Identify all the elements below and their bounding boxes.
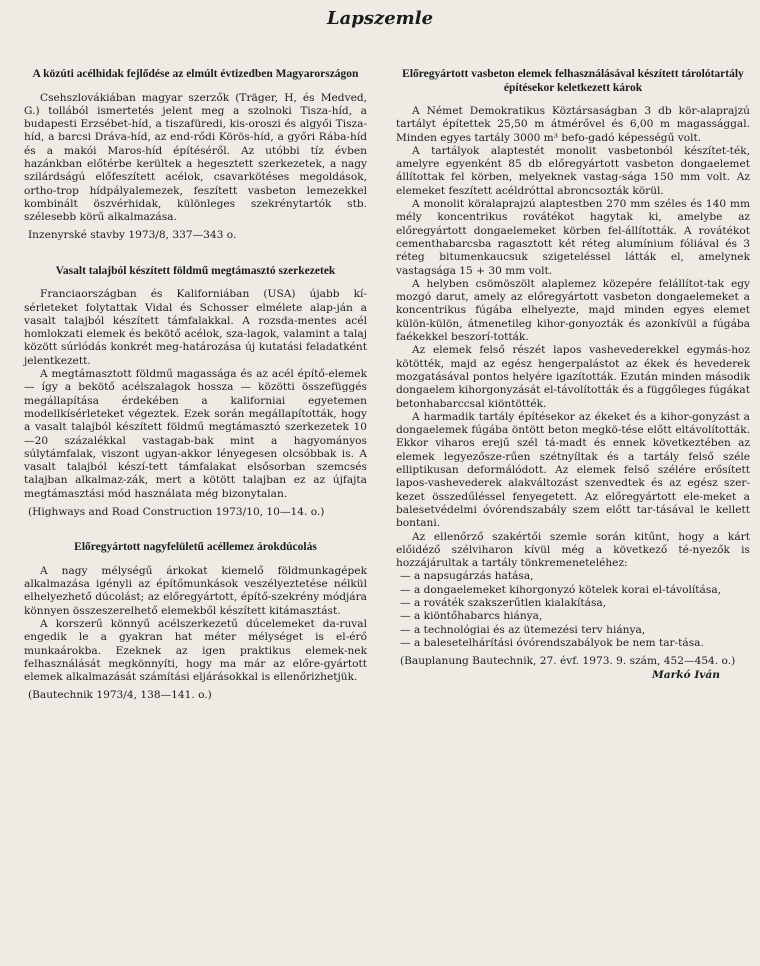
list-item: — a dongaelemeket kihorgonyzó kötelek korai el-távolítása, [400, 584, 750, 597]
paragraph: Csehszlovákiában magyar szerzők (Träger, H, és Medved, G.) tollából ismertetés jelent meg a szolnoki Tisza-híd, a budapesti Erzsébet-híd, a tiszafüredi, kis-oroszi és algyői Tisza-híd, a barcsi Dráva-híd, az end-rődi Körös-híd, a győri Rába-híd és a makói Maros-híd építéséről. Az utóbbi tíz évben hazánkban előtérbe kerültek a hegesztett szerkezetek, a nagy szilárdságú előfeszített acélok, csavarkötéses megoldások, ortho-trop hídpályalemezek, feszített vasbeton lemezekkel kombinált öszvérhidak, különleges szekrénytartók stb. szélesebb körű alkalmazása. [24, 91, 367, 224]
paragraph: A nagy mélységű árkokat kiemelő földmunkagépek alkalmazása igényli az építőmunkások veszélyeztetése nélkül elhelyezhető dúcolást; az előregyártott, építő-szekrény módjára könnyen összeszerelhető elemekből készített kitámasztást. [24, 564, 367, 617]
source-citation: (Bauplanung Bautechnik, 27. évf. 1973. 9. szám, 452—454. o.) [400, 655, 736, 668]
left-column [24, 68, 367, 703]
source-citation: (Highways and Road Construction 1973/10, 10—14. o.) [28, 506, 325, 519]
paragraph: A megtámasztott földmű magassága és az acél építő-elemek — így a bekötő acélszalagok hossza — közötti összefüggés megállapítása érdekében a kaliforniai egyetemen modellkísérleteket végeztek. Ezek során megállapították, hogy a vasalt talajból készített földmű megtámasztó szerkezetek 10—20 százalékkal vastagab-bak mint a hagyományos súlytámfalak, viszont ugyan-akkor lényegesen olcsóbbak is. A vasalt talajból készí-tett támfalakat elsősorban szemcsés talajban alkalmaz-zák, mert a kötött talajban ez az újfajta megtámasztási mód használata még bizonytalan. [24, 368, 367, 500]
author-signature: Markó Iván [652, 669, 720, 682]
paragraph: A Német Demokratikus Köztársaságban 3 db kör-alaprajzú tartályt építettek 25,50 m átmérővel és 6,00 m magassággal. Minden egyes tartály 3000 m³ befo-gadó képességű volt. [396, 105, 750, 144]
list-item: — a technológiai és az ütemezési terv hiánya, [400, 624, 750, 637]
right-column [396, 68, 750, 683]
paragraph: Franciaországban és Kaliforniában (USA) újabb kí-sérleteket folytattak Vidal és Schosser elmélete alap-ján a vasalt talajból készített támfalakkal. A rozsda-mentes acél homlokzati elemek és bekötő acélok, sza-lagok, valamint a talaj között súrlódás konkrét meg-határozása új kutatási feladatként jelentkezett. [24, 288, 367, 367]
article-heading: A közúti acélhidak fejlődése az elmúlt évtizedben Magyarországon [32, 68, 359, 80]
paragraph: A helyben csömöszölt alaplemez közepére felállítot-tak egy mozgó darut, amely az előregyártott vasbeton dongaelemeket a koncentrikus fúgába elhelyezte, majd minden egyes elemet külön-külön, átmenetileg kihor-gonyozták és azonkívül a fúgába faékekkel beszorí-tották. [396, 277, 750, 344]
paragraph: Az ellenőrző szakértői szemle során kitűnt, hogy a kárt előidéző szélviharon kívül még a következő té-nyezők is hozzájárultak a tartály tönkremeneteléhez: [396, 530, 750, 570]
list-item: — a balesetelhárítási óvórendszabályok be nem tar-tása. [400, 637, 750, 650]
article-heading: Előregyártott nagyfelületű acéllemez árokdúcolás [74, 541, 317, 554]
paragraph: A harmadik tartály építésekor az ékeket és a kihor-gonyzást a dongaelemek fúgába öntött beton megkö-tése előtt eltávolították. Ekkor viharos erejű szél tá-madt és ennek következtében az elemek legyezősze-rűen szétnyíltak és a tartály felső széle elliptikusan deformálódott. Az elemek felső szélére erősített lapos-vashevederek alakváltozást szenvedtek és az egész szer-kezet összedűléssel fenyegetett. Az előregyártott ele-meket a balesetvédelmi óvórendszabály szem előtt tar-tásával le kellett bontani. [396, 410, 750, 530]
paragraph: A korszerű könnyű acélszerkezetű dúcelemeket da-ruval engedik le a gyakran hat méter mélységet is el-érő munkaárokba. Ezeknek az igen praktikus elemek-nek felhasználását megkönnyíti, hogy ma már az előre-gyártott elemek alkalmazását számítási eljárásokkal is ellenőrizhetjük. [24, 618, 367, 684]
article-heading: Vasalt talajból készített földmű megtámasztó szerkezetek [55, 264, 336, 277]
source-citation: Inzenyrské stavby 1973/8, 337—343 o. [28, 229, 237, 242]
list-item: — a kiöntőhabarcs hiánya, [400, 610, 750, 623]
paragraph: A monolit köralaprajzú alaptestben 270 mm széles és 140 mm mély koncentrikus rovátékot hagytak ki, amelybe az előregyártott dongaelemeket körben fel-állították. A rovátékot cementhabarcsba ragasztott két réteg alumínium fóliával és 3 réteg bitumenkaucsuk szigeteléssel látták el, amelynek vastagsága 15 + 30 mm volt. [396, 198, 750, 277]
list-item: — a rováték szakszerűtlen kialakítása, [400, 597, 750, 610]
source-citation: (Bautechnik 1973/4, 138—141. o.) [28, 689, 212, 702]
page-title: Lapszemle [326, 8, 434, 29]
paragraph: Az elemek felső részét lapos vashevederekkel egymás-hoz kötötték, majd az egész hengerpalástot az ékek és hevederek mozgatásával pontos helyére igazították. Ezután minden második dongaelem kihorgonyzását el-távolították és a függőleges fúgákat betonhabarccsal kiöntötték. [396, 344, 750, 410]
paragraph: A tartályok alaptestét monolit vasbetonból készítet-ték, amelyre egyenként 85 db előregyártott vasbeton dongaelemet állítottak fel körben, melyeknek vastag-sága 150 mm volt. Az elemeket feszített acéldróttal abroncsozták körül. [396, 144, 750, 197]
factor-list [396, 570, 750, 650]
list-item: — a napsugárzás hatása, [400, 570, 750, 583]
article-heading: Előregyártott vasbeton elemek felhasználásával készített tárolótartály építésekor keletkezett károk [402, 68, 744, 94]
